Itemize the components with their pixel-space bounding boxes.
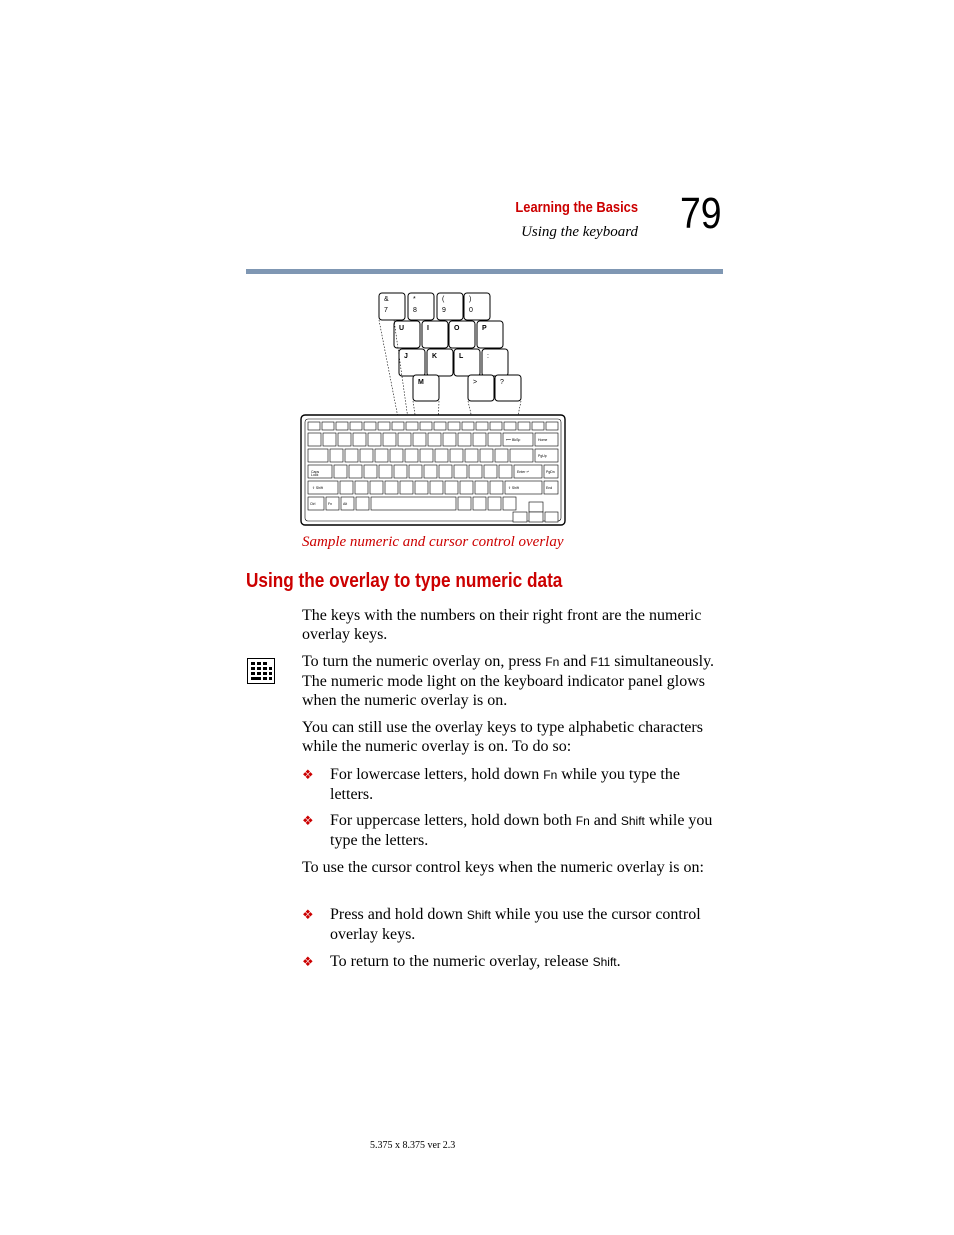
svg-text:*: * — [413, 296, 416, 303]
svg-text:J: J — [404, 353, 408, 360]
svg-text:Lock: Lock — [311, 473, 319, 477]
svg-text:0: 0 — [469, 307, 473, 314]
bullet-icon: ❖ — [302, 907, 314, 922]
svg-text::: : — [487, 353, 489, 360]
bullet-icon: ❖ — [302, 813, 314, 828]
svg-text:>: > — [473, 379, 478, 386]
svg-text:P: P — [482, 325, 487, 332]
svg-text:&: & — [384, 296, 389, 303]
key-f11: F11 — [590, 655, 611, 669]
svg-text:⟵ BkSp: ⟵ BkSp — [506, 438, 521, 442]
page-footer: 5.375 x 8.375 ver 2.3 — [370, 1140, 456, 1151]
numeric-on-paragraph — [302, 652, 722, 710]
header-rule — [246, 269, 723, 274]
svg-text:Alt: Alt — [343, 502, 348, 506]
bullet-icon: ❖ — [302, 767, 314, 782]
svg-text:O: O — [454, 325, 460, 332]
p2-text-c: simultaneously. The numeric mode light on the keyboard indicator panel glows when the numeric overlay is on. — [302, 653, 715, 709]
keyboard-overlay-illustration — [298, 288, 570, 530]
key-shift: Shift — [620, 814, 645, 828]
svg-text:Ctrl: Ctrl — [310, 502, 316, 506]
svg-text:9: 9 — [442, 307, 446, 314]
page-number: 79 — [680, 189, 722, 238]
list-item-text: For uppercase letters, hold down both Fn and Shift while you type the letters. — [330, 812, 713, 849]
figure-caption: Sample numeric and cursor control overlay — [302, 534, 564, 550]
key-shift: Shift — [466, 908, 491, 922]
section-heading: Using the overlay to type numeric data — [246, 570, 563, 592]
svg-text:M: M — [418, 379, 424, 386]
svg-text:PgDn: PgDn — [546, 470, 555, 474]
svg-text:Caps: Caps — [311, 470, 320, 474]
svg-text:8: 8 — [413, 307, 417, 314]
svg-text:): ) — [469, 296, 472, 303]
svg-text:Fn: Fn — [328, 502, 333, 506]
svg-text:L: L — [459, 353, 464, 360]
svg-text:⇧ Shift: ⇧ Shift — [312, 486, 323, 490]
key-fn: Fn — [543, 768, 558, 782]
svg-text:7: 7 — [384, 307, 388, 314]
key-fn: Fn — [545, 655, 560, 669]
key-shift: Shift — [592, 955, 617, 969]
list-item-text: To return to the numeric overlay, release Shift. — [330, 953, 621, 970]
svg-text:⇧ Shift: ⇧ Shift — [508, 486, 519, 490]
alpha-paragraph: You can still use the overlay keys to type alphabetic characters while the numeric overlay is on. To do so: — [302, 719, 703, 755]
p2-text-b: and — [559, 653, 591, 670]
list-item-text: For lowercase letters, hold down Fn while you type the letters. — [330, 766, 680, 803]
svg-text:U: U — [399, 325, 405, 332]
numeric-keypad-icon — [247, 658, 275, 684]
list-item-text: Press and hold down Shift while you use the cursor control overlay keys. — [330, 906, 701, 943]
section-title: Learning the Basics — [515, 199, 638, 216]
bullet-icon: ❖ — [302, 954, 314, 969]
svg-text:(: ( — [442, 296, 445, 303]
svg-text:K: K — [432, 353, 438, 360]
svg-text:?: ? — [500, 379, 504, 386]
key-fn: Fn — [575, 814, 590, 828]
svg-text:Enter ↵: Enter ↵ — [517, 470, 530, 474]
p2-text-a: To turn the numeric overlay on, press — [302, 653, 546, 670]
section-subtitle: Using the keyboard — [521, 224, 638, 240]
intro-paragraph: The keys with the numbers on their right front are the numeric overlay keys. — [302, 607, 702, 643]
svg-text:Home: Home — [538, 438, 548, 442]
svg-text:I: I — [427, 325, 429, 332]
svg-text:PgUp: PgUp — [538, 454, 547, 458]
cursor-paragraph: To use the cursor control keys when the numeric overlay is on: — [302, 859, 704, 876]
svg-text:End: End — [546, 486, 553, 490]
